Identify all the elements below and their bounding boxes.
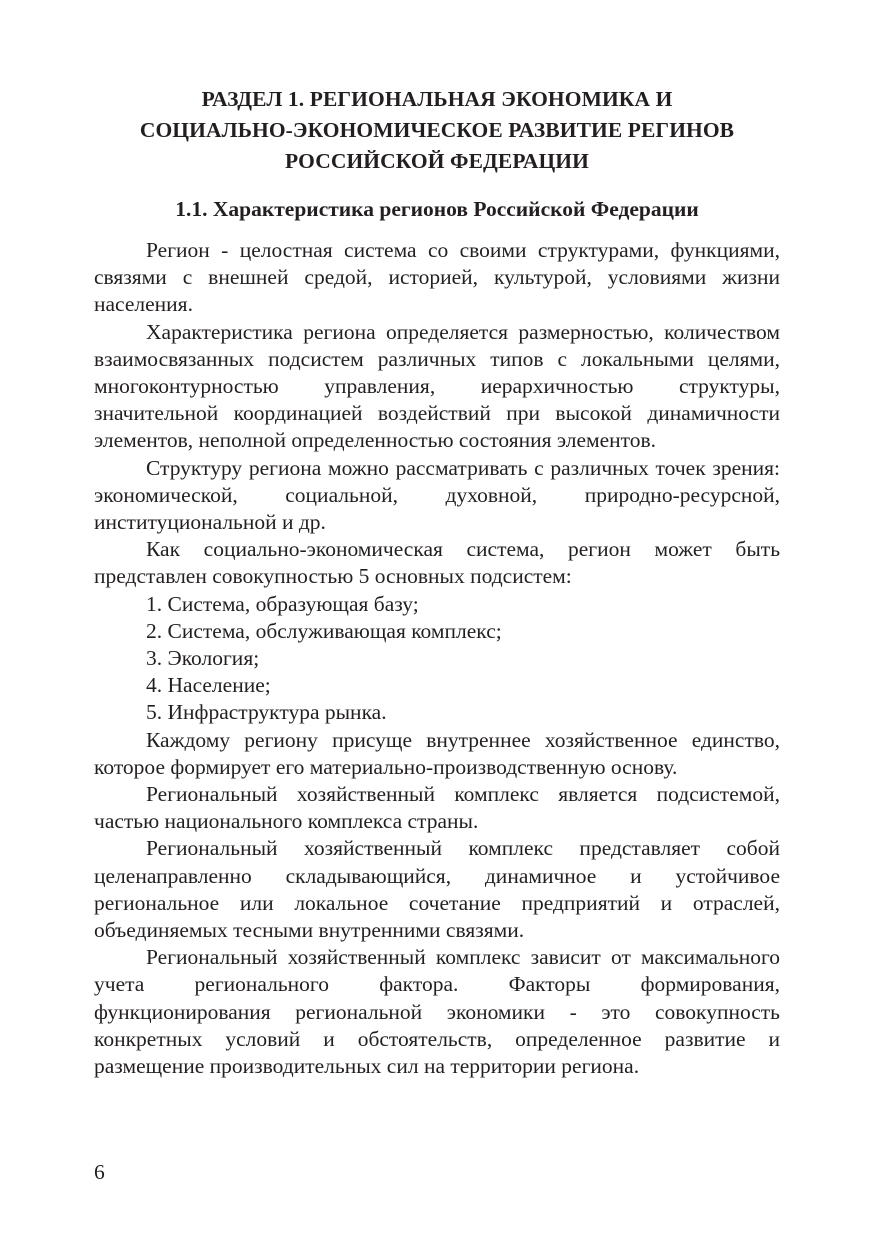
page-number: 6 bbox=[94, 1160, 105, 1184]
section-title bbox=[94, 84, 780, 177]
paragraph: Регион - целостная система со своими структурами, функциями, связями с внешней средой, историей, культурой, условиями жизни населения. bbox=[94, 238, 780, 317]
subsection-title: 1.1. Характеристика регионов Российской Федерации bbox=[175, 197, 699, 221]
list-item: 3. Экология; bbox=[146, 646, 260, 671]
list-item: 2. Система, обслуживающая комплекс; bbox=[146, 618, 502, 643]
paragraph: Региональный хозяйственный комплекс является подсистемой, частью национального комплекса страны. bbox=[94, 782, 780, 834]
section-title-line: РАЗДЕЛ 1. РЕГИОНАЛЬНАЯ ЭКОНОМИКА И bbox=[201, 87, 673, 111]
paragraph: Региональный хозяйственный комплекс зависит от максимального учета регионального фактора. Факторы формирования, функционирования региональной экономики - это совокупность конкретных условий и обстоятельств, определенное развитие и размещение производительных сил на территории региона. bbox=[94, 945, 780, 1079]
paragraph: Структуру региона можно рассматривать с различных точек зрения: экономической, социальной, духовной, природно-ресурсной, институциональной и др. bbox=[94, 455, 780, 535]
list-item: 1. Система, образующая базу; bbox=[146, 591, 419, 616]
body-text bbox=[94, 237, 780, 1080]
paragraph: Каждому региону присуще внутреннее хозяйственное единство, которое формирует его материально-производственную основу. bbox=[94, 727, 780, 779]
paragraph: Как социально-экономическая система, регион может быть представлен совокупностью 5 основных подсистем: bbox=[94, 537, 780, 589]
page-content bbox=[94, 84, 780, 1080]
paragraph: Характеристика региона определяется размерностью, количеством взаимосвязанных подсистем различных типов с локальными целями, многоконтурностью управления, иерархичностью структуры, значительной координацией воздействий при высокой динамичности элементов, неполной определенностью состояния элементов. bbox=[94, 319, 780, 453]
section-title-line: РОССИЙСКОЙ ФЕДЕРАЦИИ bbox=[285, 149, 589, 173]
list-item: 5. Инфраструктура рынка. bbox=[146, 700, 387, 725]
list-item: 4. Население; bbox=[146, 673, 271, 698]
paragraph: Региональный хозяйственный комплекс представляет собой целенаправленно складывающийся, динамичное и устойчивое региональное или локальное сочетание предприятий и отраслей, объединяемых тесными внутренними связями. bbox=[94, 836, 780, 943]
section-title-line: СОЦИАЛЬНО-ЭКОНОМИЧЕСКОЕ РАЗВИТИЕ РЕГИНОВ bbox=[139, 118, 735, 142]
